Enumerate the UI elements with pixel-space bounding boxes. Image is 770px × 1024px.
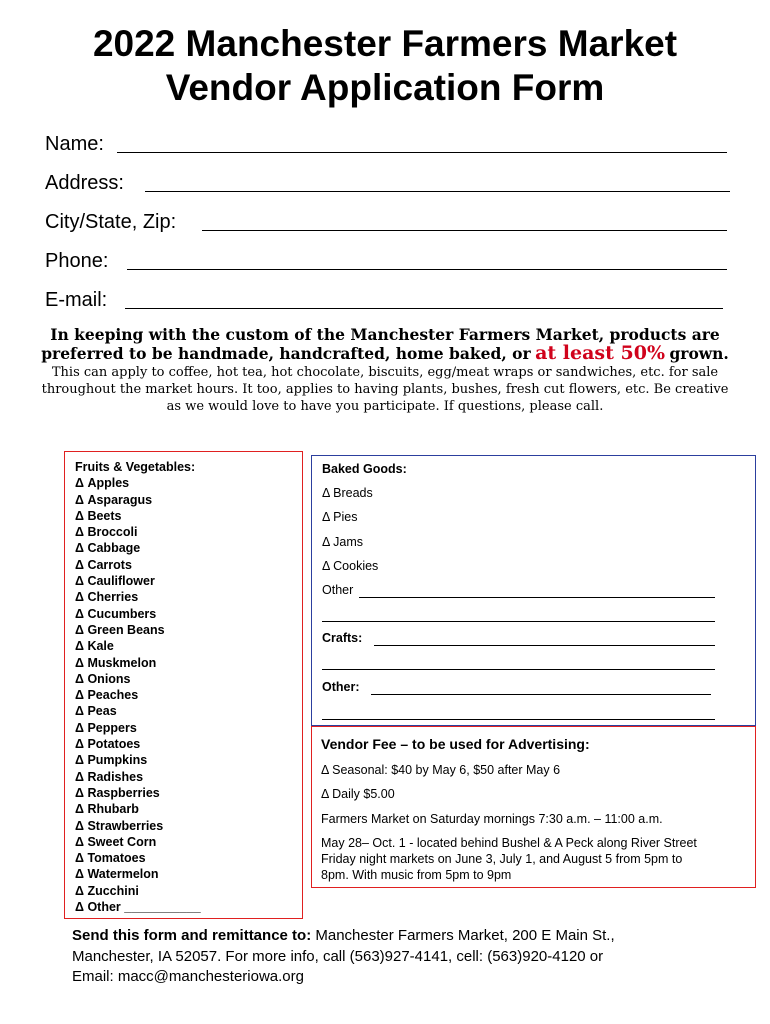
fruit-item[interactable]: Δ Radishes bbox=[75, 769, 144, 784]
phone-line[interactable] bbox=[127, 269, 727, 270]
fruit-item[interactable]: Δ Cabbage bbox=[75, 541, 141, 556]
fruit-item[interactable]: Δ Beets bbox=[75, 508, 122, 523]
fee-heading: Vendor Fee – to be used for Advertising: bbox=[321, 736, 590, 752]
fruit-item[interactable]: Δ Zucchini bbox=[75, 883, 139, 898]
fruit-item[interactable]: Δ Strawberries bbox=[75, 818, 164, 833]
fruit-item[interactable]: Δ Onions bbox=[75, 671, 131, 686]
footer-line-1: Manchester Farmers Market, 200 E Main St., bbox=[315, 927, 615, 944]
fruit-item[interactable]: Δ Pumpkins bbox=[75, 753, 148, 768]
baked-cookies[interactable]: Δ Cookies bbox=[322, 559, 379, 573]
footer-remittance bbox=[72, 926, 712, 988]
baked-pies[interactable]: Δ Pies bbox=[322, 510, 358, 524]
fee-line-3: 8pm. With music from 5pm to 9pm bbox=[321, 868, 512, 882]
baked-other-label: Other bbox=[322, 583, 354, 597]
crafts-label: Crafts: bbox=[322, 631, 363, 645]
address-field[interactable] bbox=[45, 171, 124, 195]
fee-line-2: Friday night markets on June 3, July 1, and August 5 from 5pm to bbox=[321, 852, 683, 866]
baked-goods-box bbox=[311, 455, 756, 726]
fruit-item[interactable]: Δ Potatoes bbox=[75, 737, 141, 752]
city-line[interactable] bbox=[202, 230, 727, 231]
intro-red-text: at least 50% bbox=[535, 342, 665, 364]
fruit-item[interactable]: Δ Broccoli bbox=[75, 525, 138, 540]
name-label: Name: bbox=[45, 133, 104, 155]
email-field[interactable] bbox=[45, 288, 107, 312]
footer-line-3: Email: macc@manchesteriowa.org bbox=[72, 968, 304, 985]
baked-other-line-2[interactable] bbox=[322, 621, 715, 622]
intro-paragraph bbox=[40, 326, 730, 415]
fruits-vegetables-box bbox=[64, 451, 303, 919]
vendor-fee-box bbox=[311, 726, 756, 888]
intro-grown-text: grown. bbox=[669, 344, 729, 363]
fruit-item[interactable]: Δ Cucumbers bbox=[75, 606, 157, 621]
fee-daily[interactable]: Δ Daily $5.00 bbox=[321, 787, 395, 801]
name-line[interactable] bbox=[117, 152, 727, 153]
fruit-item[interactable]: Δ Peaches bbox=[75, 688, 139, 703]
footer-line-2: Manchester, IA 52057. For more info, call (563)927-4141, cell: (563)920-4120 or bbox=[72, 947, 604, 965]
email-line[interactable] bbox=[125, 308, 723, 309]
title-line-1: 2022 Manchester Farmers Market bbox=[92, 23, 678, 64]
other-line[interactable] bbox=[371, 694, 711, 695]
baked-breads[interactable]: Δ Breads bbox=[322, 486, 373, 500]
fruit-item[interactable]: Δ Watermelon bbox=[75, 867, 159, 882]
fruit-item[interactable]: Δ Tomatoes bbox=[75, 851, 146, 866]
form-title bbox=[0, 22, 770, 110]
fruit-item[interactable]: Δ Peppers bbox=[75, 720, 137, 735]
fruit-item[interactable]: Δ Green Beans bbox=[75, 622, 165, 637]
fruit-item[interactable]: Δ Peas bbox=[75, 704, 117, 719]
baked-jams[interactable]: Δ Jams bbox=[322, 535, 363, 549]
other-label: Other: bbox=[322, 680, 360, 694]
other-line-2[interactable] bbox=[322, 719, 715, 720]
fee-seasonal[interactable]: Δ Seasonal: $40 by May 6, $50 after May 6 bbox=[321, 763, 561, 777]
footer-bold: Send this form and remittance to: bbox=[72, 927, 312, 944]
fruit-item[interactable]: Δ Apples bbox=[75, 476, 130, 491]
fruit-item[interactable]: Δ Kale bbox=[75, 639, 114, 654]
email-label: E-mail: bbox=[45, 289, 108, 311]
fruit-item[interactable]: Δ Raspberries bbox=[75, 785, 160, 800]
fruits-list bbox=[75, 475, 302, 915]
fruit-item[interactable]: Δ Cherries bbox=[75, 590, 139, 605]
fruit-item[interactable]: Δ Rhubarb bbox=[75, 802, 139, 817]
intro-rest-text: This can apply to coffee, hot tea, hot chocolate, biscuits, egg/meat wraps or sandwiches, etc. for sale throughout the market hours. It too, applies to having plants, bushes, fresh cut flowers, etc. Be creative as we would love to have you participate. If questions, please call. bbox=[41, 365, 729, 414]
fee-saturday: Farmers Market on Saturday mornings 7:30 a.m. – 11:00 a.m. bbox=[321, 812, 663, 826]
fruit-item[interactable]: Δ Asparagus bbox=[75, 492, 153, 507]
intro-bold-text: In keeping with the custom of the Manchester Farmers Market, products are preferred to be handmade, handcrafted, home baked, or bbox=[41, 325, 720, 363]
address-line[interactable] bbox=[145, 191, 730, 192]
phone-label: Phone: bbox=[45, 250, 109, 272]
baked-other-line[interactable] bbox=[359, 597, 715, 598]
title-line-2: Vendor Application Form bbox=[165, 67, 605, 108]
phone-field[interactable] bbox=[45, 249, 108, 273]
crafts-line[interactable] bbox=[374, 645, 715, 646]
fruit-item[interactable]: Δ Other ___________ bbox=[75, 900, 201, 915]
crafts-line-2[interactable] bbox=[322, 669, 715, 670]
city-label: City/State, Zip: bbox=[45, 211, 177, 233]
fruit-item[interactable]: Δ Cauliflower bbox=[75, 574, 155, 589]
city-field[interactable] bbox=[45, 210, 176, 234]
fruit-item[interactable]: Δ Muskmelon bbox=[75, 655, 157, 670]
fruit-item[interactable]: Δ Sweet Corn bbox=[75, 834, 157, 849]
name-field[interactable] bbox=[45, 132, 104, 156]
fee-line-1: May 28– Oct. 1 - located behind Bushel & A Peck along River Street bbox=[321, 836, 697, 850]
fruit-item[interactable]: Δ Carrots bbox=[75, 557, 132, 572]
address-label: Address: bbox=[45, 172, 124, 194]
baked-heading: Baked Goods: bbox=[322, 462, 407, 476]
fruits-heading: Fruits & Vegetables: bbox=[75, 460, 196, 474]
